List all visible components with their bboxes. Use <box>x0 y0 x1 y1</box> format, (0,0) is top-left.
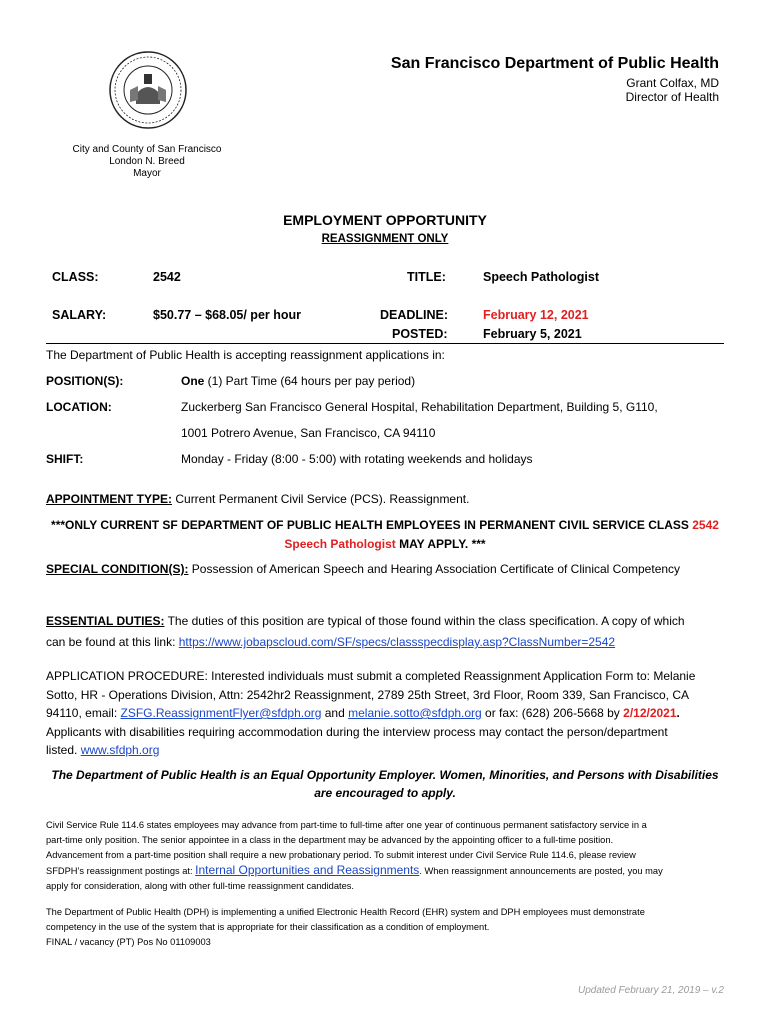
salary-label: SALARY: <box>52 308 107 322</box>
notice-part2: MAY APPLY. *** <box>395 537 486 551</box>
rule-line2: part-time only position. The senior appointee in a class in the department may be advanced by the appointing officer to a full-time position. <box>46 835 614 845</box>
and-text: and <box>321 706 349 720</box>
notice-part1: ***ONLY CURRENT SF DEPARTMENT OF PUBLIC HEALTH EMPLOYEES IN PERMANENT CIVIL SERVICE CLASS <box>51 518 693 532</box>
position-label: POSITION(S): <box>46 374 124 388</box>
eligibility-notice <box>46 516 724 554</box>
application-line1: APPLICATION PROCEDURE: Interested individuals must submit a completed Reassignment Application Form to: Melanie <box>46 669 696 683</box>
internal-opportunities-link[interactable]: Internal Opportunities and Reassignments <box>195 863 420 877</box>
position-value <box>181 374 415 388</box>
rule-line1: Civil Service Rule 114.6 states employees may advance from part-time to full-time after one year of continuous permanent satisfactory service in a <box>46 820 647 830</box>
duties-text2: can be found at this link: <box>46 635 179 649</box>
position-number: FINAL / vacancy (PT) Pos No 01109003 <box>46 937 211 947</box>
director-title: Director of Health <box>625 90 719 104</box>
email-link-reassignment[interactable]: ZSFG.ReassignmentFlyer@sfdph.org <box>120 706 322 720</box>
deadline-value: February 12, 2021 <box>483 308 589 322</box>
salary-value: $50.77 – $68.05/ per hour <box>153 308 302 322</box>
notice-title: Speech Pathologist <box>284 537 396 551</box>
director-name: Grant Colfax, MD <box>626 76 719 90</box>
special-conditions <box>46 562 680 576</box>
posted-value: February 5, 2021 <box>483 327 582 341</box>
rule-line4: SFDPH’s reassignment postings at: <box>46 866 196 876</box>
ehr-notice <box>46 905 736 950</box>
title-label: TITLE: <box>407 270 446 284</box>
doc-subtitle: REASSIGNMENT ONLY <box>321 233 449 245</box>
rule-line3: Advancement from a part-time position shall require a new probationary period. To submit interest under Civil Service Rule 114.6, please review <box>46 850 636 860</box>
shift-value: Monday - Friday (8:00 - 5:00) with rotating weekends and holidays <box>181 452 533 466</box>
rule-line4b: . When reassignment announcements are posted, you may <box>419 866 663 876</box>
location-line2: 1001 Potrero Avenue, San Francisco, CA 94110 <box>181 426 436 440</box>
website-link[interactable]: www.sfdph.org <box>80 743 160 757</box>
application-line5: listed. <box>46 743 81 757</box>
application-procedure <box>46 667 736 760</box>
eeo-line1: The Department of Public Health is an Equal Opportunity Employer. Women, Minorities, and Persons with Disabilities <box>51 768 719 782</box>
mayor-title: Mayor <box>133 168 161 179</box>
notice-class-number: 2542 <box>692 518 719 532</box>
application-line3: 94110, email: <box>46 706 121 720</box>
ehr-line2: competency in the use of the system that is appropriate for their classification as a condition of employment. <box>46 922 490 932</box>
special-label: SPECIAL CONDITION(S): <box>46 562 189 576</box>
application-line2: Sotto, HR - Operations Division, Attn: 2542hr2 Reassignment, 2789 25th Street, 3rd Floor, Room 339, San Francisco, CA <box>46 687 689 702</box>
appointment-label: APPOINTMENT TYPE: <box>46 492 173 506</box>
period: . <box>676 706 680 720</box>
location-line1: Zuckerberg San Francisco General Hospital, Rehabilitation Department, Building 5, G110, <box>181 400 658 414</box>
duties-label: ESSENTIAL DUTIES: <box>46 614 165 628</box>
city-name: City and County of San Francisco <box>72 144 222 155</box>
eeo-statement <box>46 766 724 802</box>
doc-title: EMPLOYMENT OPPORTUNITY <box>283 212 487 228</box>
intro-text: The Department of Public Health is accepting reassignment applications in: <box>46 348 445 362</box>
divider <box>46 343 724 344</box>
special-value: Possession of American Speech and Hearing Association Certificate of Clinical Competency <box>188 562 681 576</box>
city-block <box>72 144 222 180</box>
position-count: One <box>181 374 205 388</box>
class-label: CLASS: <box>52 270 99 284</box>
fax-text: or fax: (628) 206-5668 by <box>481 706 624 720</box>
class-spec-link[interactable]: https://www.jobapscloud.com/SF/specs/classspecdisplay.asp?ClassNumber=2542 <box>178 635 616 649</box>
location-label: LOCATION: <box>46 400 112 414</box>
deadline-label: DEADLINE: <box>380 308 449 322</box>
application-deadline: 2/12/2021 <box>623 706 677 720</box>
org-name: San Francisco Department of Public Health <box>390 55 719 72</box>
position-detail: (1) Part Time (64 hours per pay period) <box>204 374 416 388</box>
civil-service-rule <box>46 818 736 894</box>
rule-line5: apply for consideration, along with other full-time reassignment candidates. <box>46 881 354 891</box>
duties-text1: The duties of this position are typical of those found within the class specification. A copy of which <box>164 614 685 628</box>
appointment-value: Current Permanent Civil Service (PCS). Reassignment. <box>172 492 470 506</box>
email-link-melanie[interactable]: melanie.sotto@sfdph.org <box>348 706 482 720</box>
posted-label: POSTED: <box>392 327 448 341</box>
class-value: 2542 <box>153 270 181 284</box>
application-line4: Applicants with disabilities requiring accommodation during the interview process may contact the person/department <box>46 724 668 739</box>
ehr-line1: The Department of Public Health (DPH) is implementing a unified Electronic Health Record (EHR) system and DPH employees must demonstrate <box>46 907 645 917</box>
title-value: Speech Pathologist <box>483 270 599 284</box>
mayor-name: London N. Breed <box>109 156 185 167</box>
appointment-type <box>46 492 469 506</box>
city-seal-icon <box>108 50 188 130</box>
essential-duties <box>46 611 736 653</box>
eeo-line2: are encouraged to apply. <box>314 786 456 800</box>
shift-label: SHIFT: <box>46 452 84 466</box>
footer-updated: Updated February 21, 2019 – v.2 <box>577 985 724 996</box>
